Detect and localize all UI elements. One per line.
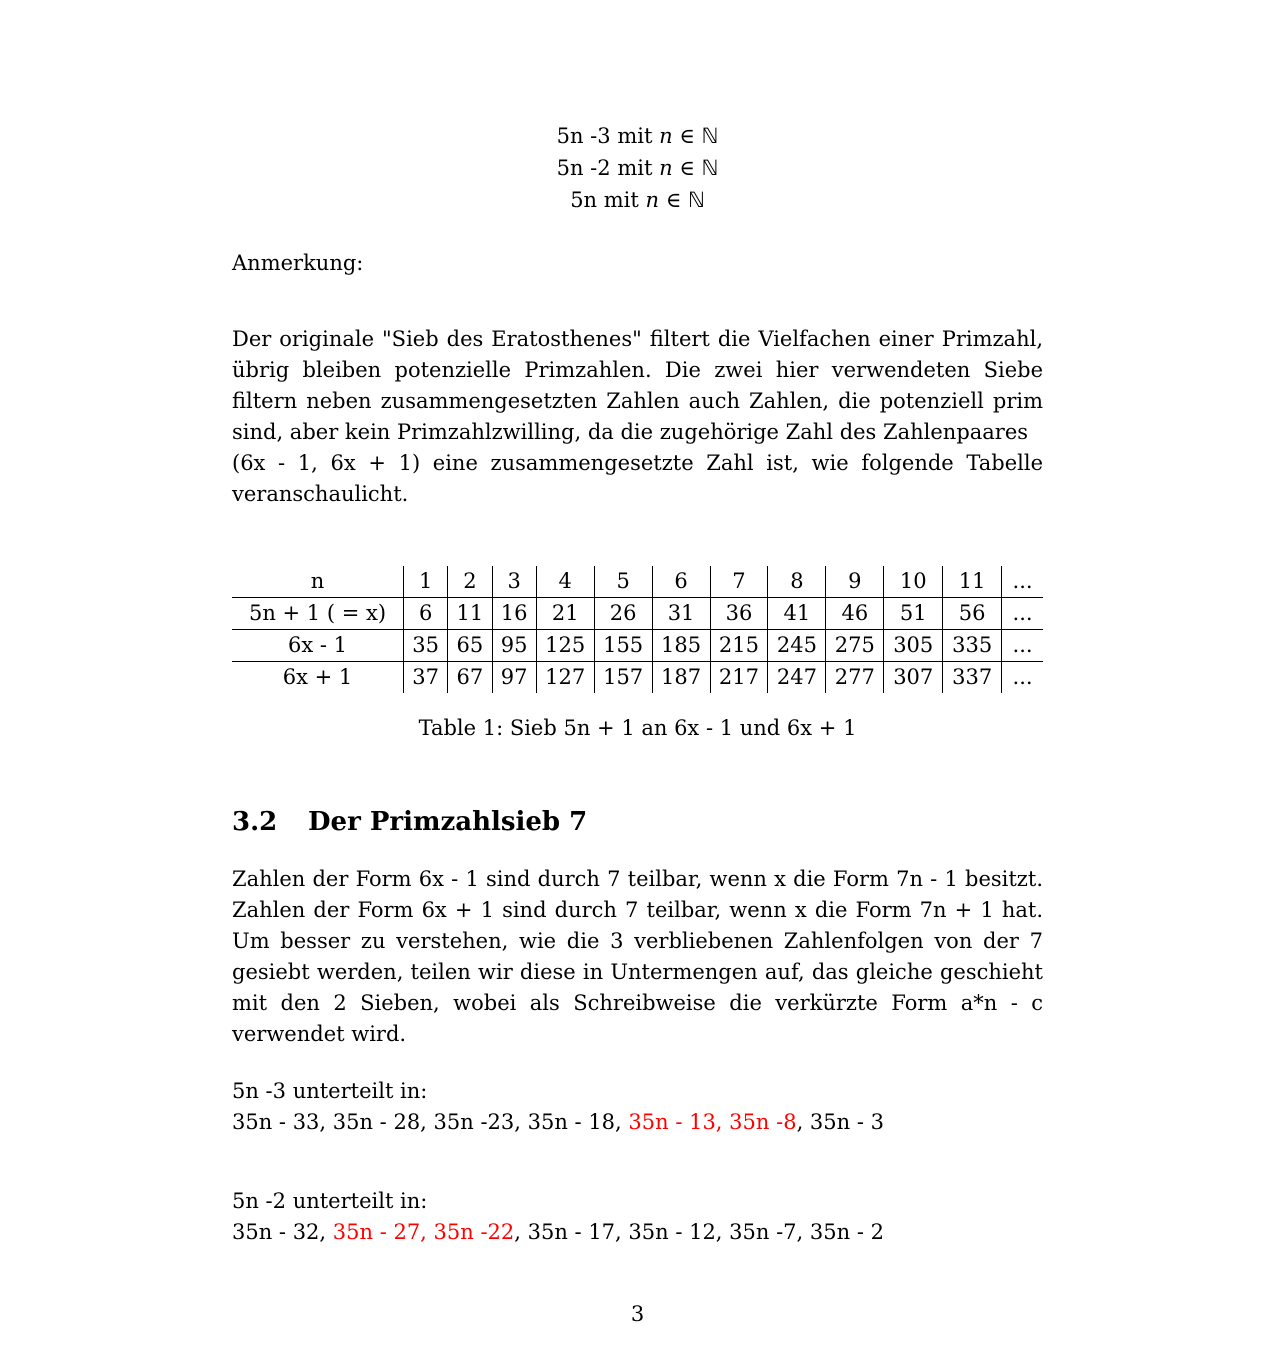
table-row [232,662,1043,694]
value-cell: 2 [448,566,492,598]
value-cell: 5 [594,566,652,598]
term-text: 35n - 32, [232,1220,333,1244]
row-label-cell: n [310,569,325,593]
table-row [232,630,1043,662]
element-of-symbol: ∈ [665,188,682,212]
page-number: 3 [630,1302,645,1326]
subdivision-intro: 5n -3 unterteilt in: [232,1079,428,1103]
subdivision-values [232,1217,1043,1248]
value-cell: 36 [710,598,768,630]
value-cell: 187 [652,662,710,694]
math-variable: n [659,124,673,148]
value-cell: 1 [404,566,448,598]
value-cell: ... [1002,598,1043,630]
highlighted-term: 35n - 27, 35n -22 [332,1220,515,1244]
highlighted-term: 35n -8 [729,1110,797,1134]
value-cell: 10 [884,566,943,598]
formula-text: 5n mit [570,188,639,212]
value-cell: 65 [448,630,492,662]
formula-line-3 [232,184,1043,216]
subdivision-intro: 5n -2 unterteilt in: [232,1189,428,1213]
element-of-symbol: ∈ [679,124,695,148]
highlighted-term: 35n - 13, [628,1110,723,1134]
row-label-cell: 6x + 1 [232,662,404,694]
section-title: Der Primzahlsieb 7 [308,807,588,837]
sieve-table-wrapper [232,566,1043,693]
value-cell: 8 [768,566,826,598]
sieve-table-body [232,566,1043,693]
natural-numbers-symbol: ℕ [687,188,705,212]
value-cell: 127 [536,662,594,694]
value-cell: 67 [448,662,492,694]
value-cell: 125 [536,630,594,662]
value-cell: 155 [594,630,652,662]
value-cell: 9 [826,566,884,598]
row-label-cell: 5n + 1 ( = x) [232,598,404,630]
term-text: , 35n - 17, 35n - 12, 35n -7, 35n - 2 [514,1220,884,1244]
table-row [232,566,1043,598]
value-cell: 247 [768,662,826,694]
sieve-table [232,566,1043,693]
value-cell: 31 [652,598,710,630]
row-label-cell: 6x - 1 [232,630,404,662]
formula-text: 5n -2 mit [556,156,653,180]
paragraph-remark-part2: (6x - 1, 6x + 1) eine zusammengesetzte Zahl ist, wie folgende Tabelle veranschaulicht. [232,451,1043,506]
value-cell: 6 [652,566,710,598]
value-cell: 97 [492,662,536,694]
value-cell: 305 [884,630,943,662]
term-text: 35n - 33, 35n - 28, 35n -23, 35n - 18, [232,1110,629,1134]
table-row [232,598,1043,630]
value-cell: 37 [404,662,448,694]
natural-numbers-symbol: ℕ [701,124,719,148]
value-cell: 21 [536,598,594,630]
subdivision-block-2 [232,1186,1043,1248]
value-cell: 337 [943,662,1002,694]
value-cell: 245 [768,630,826,662]
value-cell: 11 [448,598,492,630]
value-cell: 6 [404,598,448,630]
formula-line-2 [232,152,1043,184]
math-variable: n [645,188,660,212]
value-cell: 217 [710,662,768,694]
value-cell: 95 [492,630,536,662]
element-of-symbol: ∈ [679,156,695,180]
value-cell: 51 [884,598,943,630]
formula-line-1 [232,120,1043,152]
formula-block [232,0,1043,216]
value-cell: 215 [710,630,768,662]
value-cell: 307 [884,662,943,694]
value-cell: 4 [536,566,594,598]
value-cell: 157 [594,662,652,694]
value-cell: 185 [652,630,710,662]
value-cell: 277 [826,662,884,694]
section-heading [232,806,1043,838]
paragraph-sieve7: Zahlen der Form 6x - 1 sind durch 7 teilbar, wenn x die Form 7n - 1 besitzt. Zahlen der Form 6x + 1 sind durch 7 teilbar, wenn x die Form 7n + 1 hat. Um besser zu verstehen, wie die 3 verbliebenen Zahlenfolgen von der 7 gesiebt werden, teilen wir diese in Untermengen auf, das gleiche geschieht mit den 2 Sieben, wobei als Schreibweise die verkürzte Form a*n - c verwendet wird. [232,867,1043,1046]
value-cell: ... [1002,566,1043,598]
math-variable: n [659,156,673,180]
paragraph-remark-part1: Der originale "Sieb des Eratosthenes" filtert die Vielfachen einer Primzahl, übrig bleiben potenzielle Primzahlen. Die zwei hier verwendeten Siebe filtern neben zusammengesetzten Zahlen auch Zahlen, die potenziell prim sind, aber kein Primzahlzwilling, da die zugehörige Zahl des Zahlenpaares [232,327,1043,444]
value-cell: 56 [943,598,1002,630]
value-cell: 46 [826,598,884,630]
value-cell: 41 [768,598,826,630]
formula-text: 5n -3 mit [556,124,653,148]
value-cell: ... [1002,630,1043,662]
paragraph-remark [232,324,1043,510]
value-cell: 3 [492,566,536,598]
value-cell: 11 [943,566,1002,598]
natural-numbers-symbol: ℕ [701,156,719,180]
value-cell: 26 [594,598,652,630]
value-cell: ... [1002,662,1043,694]
value-cell: 7 [710,566,768,598]
table-caption: Table 1: Sieb 5n + 1 an 6x - 1 und 6x + 1 [418,716,857,740]
value-cell: 35 [404,630,448,662]
value-cell: 16 [492,598,536,630]
subdivision-block-1 [232,1076,1043,1138]
section-number: 3.2 [232,807,278,837]
value-cell: 275 [826,630,884,662]
value-cell: 335 [943,630,1002,662]
term-text: , 35n - 3 [796,1110,884,1134]
note-label: Anmerkung: [232,251,364,275]
subdivision-values [232,1107,1043,1138]
